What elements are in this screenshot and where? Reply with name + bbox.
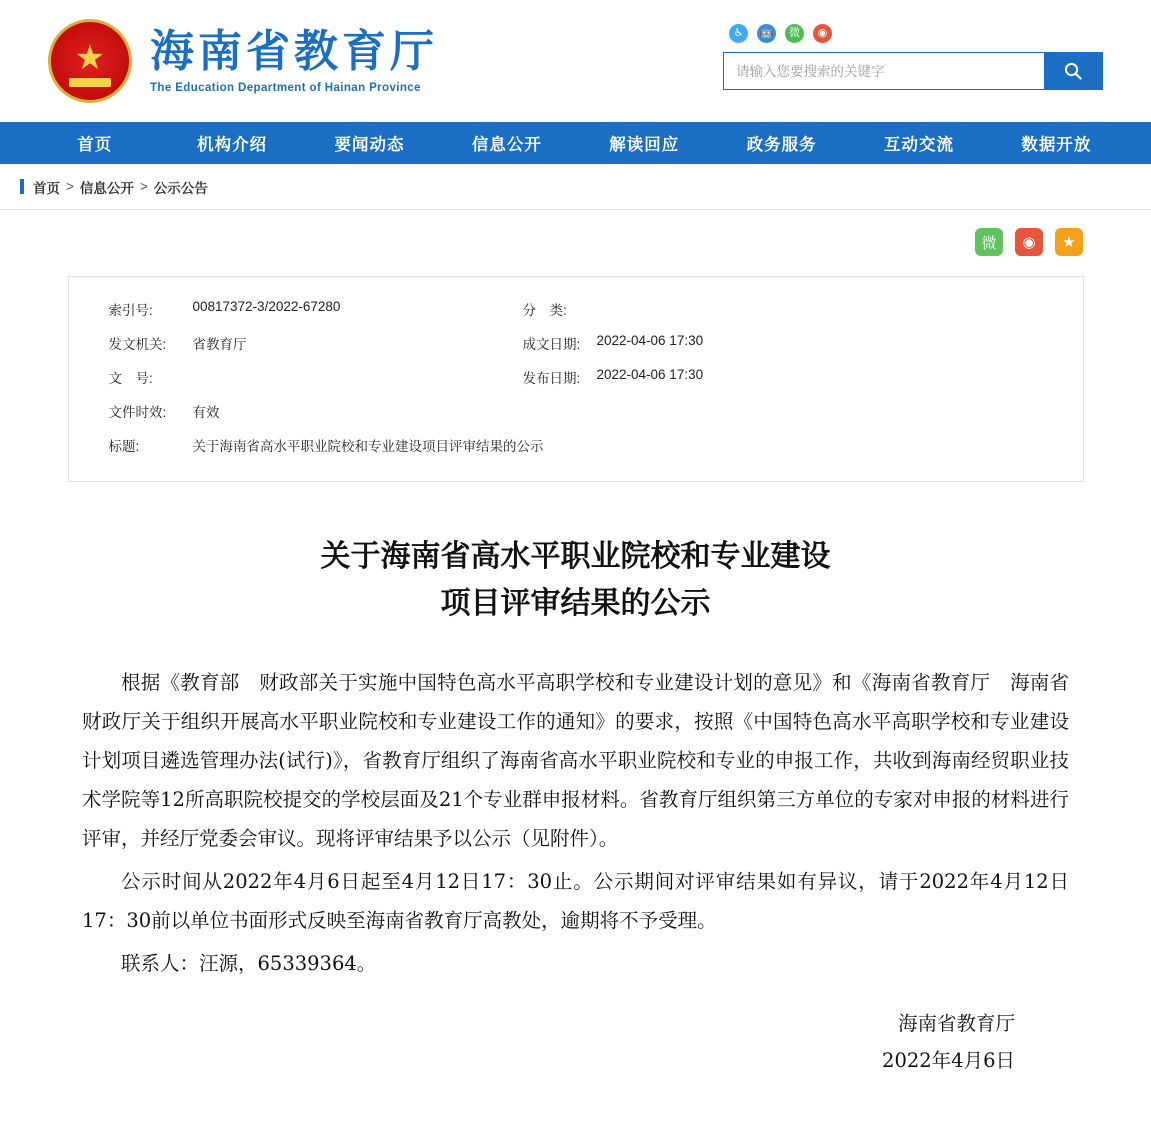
signature-organization: 海南省教育厅 — [897, 1012, 1015, 1035]
page-title — [40, 534, 1111, 627]
meta-label-written-date: 成文日期: — [522, 337, 581, 352]
robot-assistant-icon[interactable]: 🤖 — [757, 24, 776, 43]
page-title-line2: 项目评审结果的公示 — [440, 585, 711, 621]
site-title-en: The Education Department of Hainan Province — [150, 82, 421, 95]
site-title-group — [150, 25, 438, 95]
search-icon — [1063, 61, 1083, 81]
meta-value-publish-date: 2022-04-06 17:30 — [596, 367, 704, 382]
header-right — [723, 24, 1103, 90]
main-navigation — [0, 122, 1151, 164]
nav-item-news[interactable]: 要闻动态 — [334, 135, 405, 154]
article-paragraph: 联系人：汪源，65339364。 — [121, 952, 377, 975]
breadcrumb — [0, 164, 1151, 210]
share-row — [0, 210, 1151, 256]
breadcrumb-accent-bar — [20, 179, 24, 194]
document-meta-box — [68, 276, 1084, 482]
meta-value-written-date: 2022-04-06 17:30 — [596, 333, 704, 348]
meta-value-index: 00817372-3/2022-67280 — [192, 299, 341, 314]
breadcrumb-item-home[interactable]: 首页 — [33, 180, 60, 196]
meta-label-document-number: 文 号: — [108, 371, 153, 386]
site-header — [0, 0, 1151, 122]
weibo-icon[interactable]: ◉ — [813, 24, 832, 43]
accessibility-icon[interactable]: ♿ — [729, 24, 748, 43]
meta-label-index: 索引号: — [108, 303, 153, 318]
breadcrumb-separator: > — [139, 179, 148, 194]
header-mini-icons — [723, 24, 1103, 43]
site-title-cn: 海南省教育厅 — [150, 25, 438, 77]
nav-item-home[interactable]: 首页 — [77, 135, 113, 154]
share-wechat-icon[interactable]: 微 — [975, 228, 1003, 256]
breadcrumb-item-info-disclosure[interactable]: 信息公开 — [79, 180, 134, 196]
nav-item-government-service[interactable]: 政务服务 — [746, 135, 817, 154]
share-weibo-icon[interactable]: ◉ — [1015, 228, 1043, 256]
nav-item-open-data[interactable]: 数据开放 — [1021, 135, 1092, 154]
article-paragraph: 公示时间从2022年4月6日起至4月12日17：30止。公示期间对评审结果如有异议，请于2022年4月12日17：30前以单位书面形式反映至海南省教育厅高教处，逾期将不予受理。 — [82, 870, 1069, 932]
wechat-icon[interactable]: 微 — [785, 24, 804, 43]
site-logo[interactable] — [48, 19, 438, 103]
nav-item-interaction[interactable]: 互动交流 — [883, 135, 954, 154]
breadcrumb-separator: > — [66, 179, 74, 194]
national-emblem-icon — [48, 19, 132, 103]
breadcrumb-item-announcements[interactable]: 公示公告 — [153, 180, 208, 196]
nav-item-interpretation[interactable]: 解读回应 — [609, 135, 680, 154]
page-title-line1: 关于海南省高水平职业院校和专业建设 — [320, 539, 831, 574]
meta-value-issuer: 省教育厅 — [192, 337, 247, 352]
meta-value-validity: 有效 — [192, 405, 220, 420]
nav-item-organization[interactable]: 机构介绍 — [197, 135, 268, 154]
signature-date: 2022年4月6日 — [882, 1049, 1015, 1073]
document-meta-grid — [109, 299, 1043, 421]
meta-value-title: 关于海南省高水平职业院校和专业建设项目评审结果的公示 — [192, 439, 544, 454]
article-body — [40, 663, 1111, 983]
meta-label-publish-date: 发布日期: — [522, 371, 581, 386]
meta-label-category: 分 类: — [522, 303, 567, 318]
meta-label-validity: 文件时效: — [108, 405, 167, 420]
search-input[interactable] — [724, 53, 1044, 89]
share-favorite-icon[interactable]: ★ — [1055, 228, 1083, 256]
article-signature — [40, 1005, 1111, 1079]
search-button[interactable] — [1044, 53, 1102, 89]
search-bar — [723, 52, 1103, 90]
meta-label-title: 标题: — [108, 439, 140, 454]
meta-label-issuer: 发文机关: — [108, 337, 167, 352]
article — [0, 534, 1151, 1079]
meta-title-row — [109, 435, 1043, 455]
article-paragraph: 根据《教育部 财政部关于实施中国特色高水平高职学校和专业建设计划的意见》和《海南省教育厅 海南省财政厅关于组织开展高水平职业院校和专业建设工作的通知》的要求，按照《中国特色高水平高职学校和专业建设计划项目遴选管理办法(试行)》，省教育厅组织了海南省高水平职业院校和专业的申报工作，共收到海南经贸职业技术学院等12所高职院校提交的学校层面及21个专业群申报材料。省教育厅组织第三方单位的专家对申报的材料进行评审，并经厅党委会审议。现将评审结果予以公示（见附件）。 — [82, 671, 1069, 850]
nav-item-info-disclosure[interactable]: 信息公开 — [471, 135, 542, 154]
